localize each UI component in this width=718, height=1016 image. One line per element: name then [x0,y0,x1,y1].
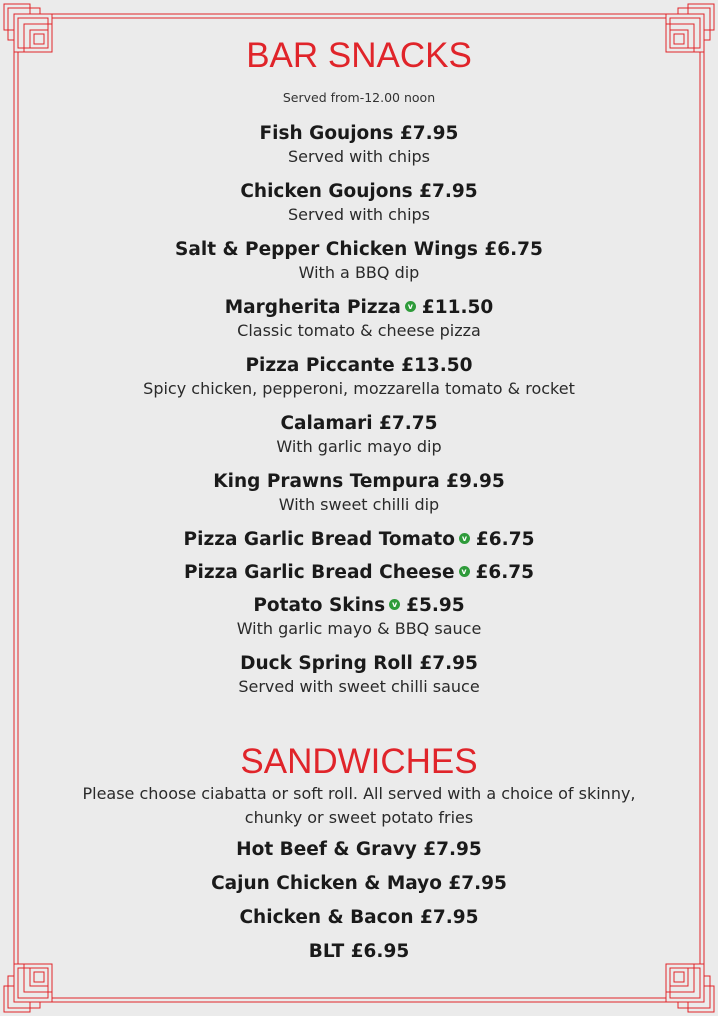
menu-item [40,838,678,862]
menu-item [40,354,678,400]
menu-item-price: £7.95 [448,873,507,894]
menu-item-name-price [40,594,678,618]
menu-item [40,122,678,168]
menu-item [40,561,678,585]
bar-snacks-list [40,122,678,710]
menu-item [40,652,678,698]
menu-item [40,594,678,640]
menu-item-name: BLT [308,941,345,962]
menu-item-name-price [40,238,678,262]
menu-item-price: £7.95 [399,123,459,144]
menu-item-description: With a BBQ dip [298,263,420,282]
menu-item [40,412,678,458]
vegetarian-icon: v [459,566,470,577]
menu-item-price: £11.50 [421,297,494,318]
sandwiches-intro-line: Please choose ciabatta or soft roll. All served with a choice of skinny, [82,784,636,803]
menu-item-name: Duck Spring Roll [240,653,413,674]
menu-item-description: Classic tomato & cheese pizza [237,321,481,340]
menu-item-price: £5.95 [406,595,465,616]
menu-item-name-price [40,906,678,930]
menu-item-name: Salt & Pepper Chicken Wings [175,239,478,260]
menu-item [40,528,678,552]
section-title-bar-snacks: BAR SNACKS [246,36,472,75]
menu-item-name-price [40,561,678,585]
menu-item [40,296,678,342]
menu-item-name: Chicken & Bacon [239,907,414,928]
menu-item-name: Potato Skins [253,595,386,616]
menu-item-price: £7.95 [419,907,479,928]
menu-item-price: £7.95 [419,653,478,674]
menu-item [40,872,678,896]
sandwiches-list [40,838,678,974]
menu-item-name: Pizza Piccante [245,355,395,376]
menu-item-name-price [40,872,678,896]
menu-item-name: Pizza Garlic Bread Tomato [183,529,455,550]
menu-item-price: £6.75 [484,239,543,260]
menu-item-price: £9.95 [446,471,505,492]
menu-item-name: Chicken Goujons [240,181,413,202]
menu-item [40,238,678,284]
menu-item-name-price [40,838,678,862]
menu-item-name: Calamari [280,413,373,434]
vegetarian-icon: v [459,533,470,544]
menu-item-description: Served with chips [287,205,431,224]
menu-item [40,470,678,516]
menu-item-name: Margherita Pizza [224,297,401,318]
menu-item-description: With sweet chilli dip [278,495,440,514]
menu-item-price: £6.95 [350,941,410,962]
served-time-note: Served from-12.00 noon [282,90,436,105]
menu-item-name-price [40,122,678,146]
section-title-sandwiches: SANDWICHES [240,742,478,781]
menu-item-name: Fish Goujons [259,123,394,144]
sandwiches-intro-line: chunky or sweet potato fries [244,808,474,827]
menu-item-name-price [40,528,678,552]
menu-item-name: Cajun Chicken & Mayo [211,873,442,894]
sandwiches-intro [40,782,678,830]
menu-item [40,940,678,964]
menu-item-price: £7.95 [423,839,482,860]
vegetarian-icon: v [389,599,400,610]
menu-item-description: Served with sweet chilli sauce [238,677,480,696]
menu-item-price: £7.95 [419,181,478,202]
menu-item-description: Spicy chicken, pepperoni, mozzarella tomato & rocket [143,379,575,398]
menu-item-name-price [40,296,678,320]
menu-item-description: With garlic mayo dip [276,437,442,456]
menu-item [40,180,678,226]
menu-item-price: £13.50 [401,355,473,376]
menu-item [40,906,678,930]
menu-item-price: £6.75 [475,529,535,550]
menu-item-description: With garlic mayo & BBQ sauce [236,619,482,638]
menu-item-name-price [40,180,678,204]
menu-item-price: £6.75 [475,562,535,583]
menu-item-name-price [40,470,678,494]
menu-item-name-price [40,412,678,436]
menu-item-name: King Prawns Tempura [213,471,440,492]
menu-item-name-price [40,940,678,964]
menu-item-price: £7.75 [379,413,438,434]
menu-item-description: Served with chips [287,147,431,166]
menu-item-name-price [40,652,678,676]
menu-item-name: Hot Beef & Gravy [236,839,417,860]
menu-item-name: Pizza Garlic Bread Cheese [183,562,455,583]
vegetarian-icon: v [405,301,416,312]
menu-item-name-price [40,354,678,378]
